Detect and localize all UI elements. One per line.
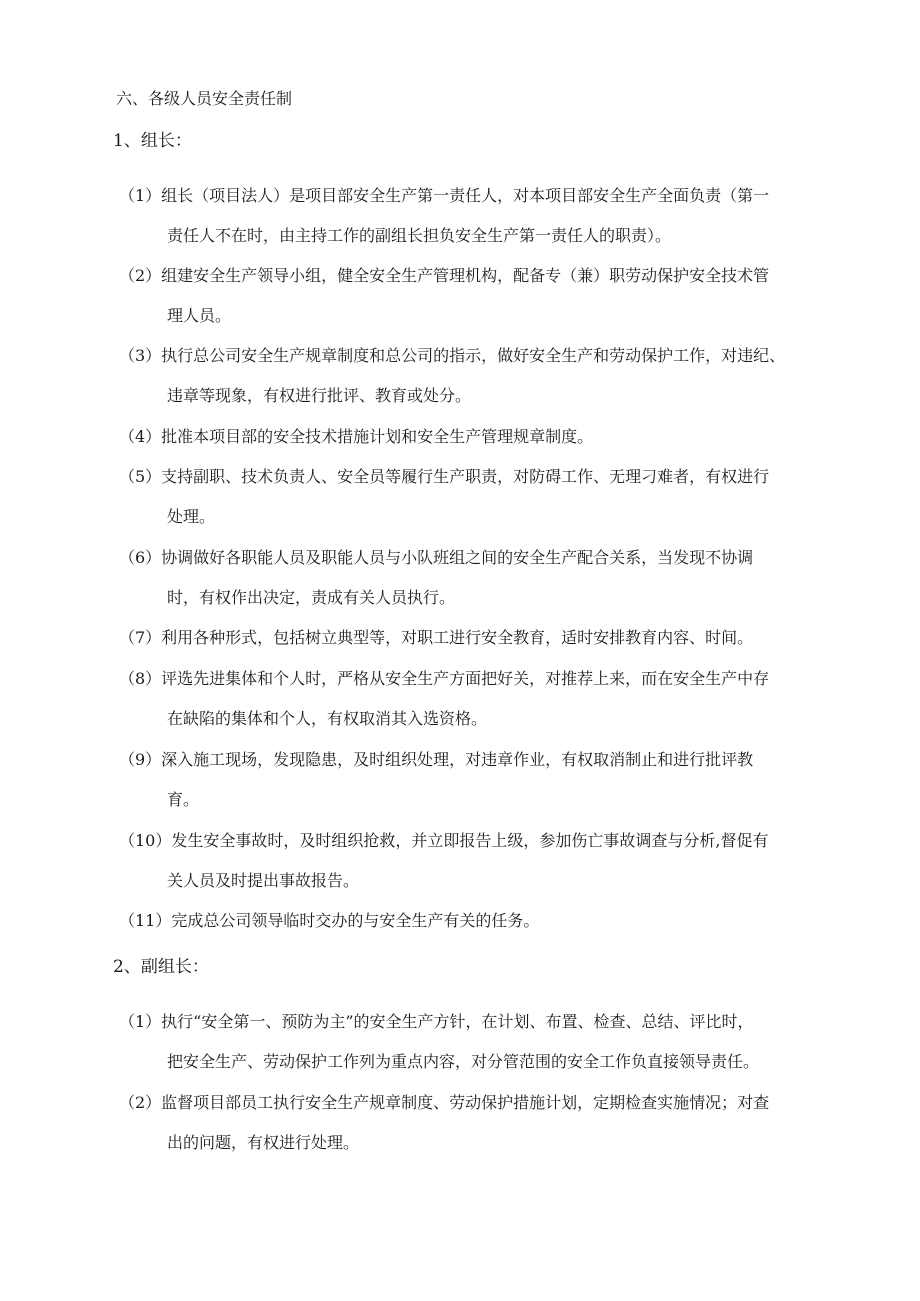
section-title-1: 1、组长： xyxy=(113,131,192,151)
item-line-cont: 理人员。 xyxy=(167,306,232,325)
item-line: （9）深入施工现场，发现隐患，及时组织处理，对违章作业，有权取消制止和进行批评教 xyxy=(119,750,754,769)
item-line-cont: 出的问题，有权进行处理。 xyxy=(167,1133,360,1152)
item-line-cont: 违章等现象，有权进行批评、教育或处分。 xyxy=(167,386,472,405)
item-line: （3）执行总公司安全生产规章制度和总公司的指示，做好安全生产和劳动保护工作，对违纪、 xyxy=(119,346,786,365)
item-line: （5）支持副职、技术负责人、安全员等履行生产职责，对防碍工作、无理刁难者，有权进行 xyxy=(119,467,770,486)
item-line: （2）组建安全生产领导小组，健全安全生产管理机构，配备专（兼）职劳动保护安全技术管 xyxy=(119,266,770,285)
item-line-cont: 把安全生产、劳动保护工作列为重点内容，对分管范围的安全工作负直接领导责任。 xyxy=(167,1052,760,1071)
item-line: （11）完成总公司领导临时交办的与安全生产有关的任务。 xyxy=(119,911,540,930)
item-line-cont: 责任人不在时，由主持工作的副组长担负安全生产第一责任人的职责）。 xyxy=(167,226,672,245)
item-line: （1）执行“安全第一、预防为主”的安全生产方针，在计划、布置、检查、总结、评比时， xyxy=(119,1012,754,1031)
item-line-cont: 时，有权作出决定，责成有关人员执行。 xyxy=(167,588,456,607)
item-line: （8）评选先进集体和个人时，严格从安全生产方面把好关，对推荐上来，而在安全生产中存 xyxy=(119,669,770,688)
document-heading: 六、各级人员安全责任制 xyxy=(116,89,293,108)
item-line: （1）组长（项目法人）是项目部安全生产第一责任人，对本项目部安全生产全面负责（第一 xyxy=(119,186,770,205)
item-line: （4）批准本项目部的安全技术措施计划和安全生产管理规章制度。 xyxy=(119,427,594,446)
item-line: （10）发生安全事故时，及时组织抢救，并立即报告上级，参加伤亡事故调查与分析,督促有 xyxy=(119,831,769,850)
item-line-cont: 处理。 xyxy=(167,507,216,526)
item-line-cont: 关人员及时提出事故报告。 xyxy=(167,871,360,890)
item-line: （6）协调做好各职能人员及职能人员与小队班组之间的安全生产配合关系，当发现不协调 xyxy=(119,548,754,567)
section-title-2: 2、副组长： xyxy=(113,957,209,977)
item-line-cont: 在缺陷的集体和个人，有权取消其入选资格。 xyxy=(167,709,488,728)
item-line: （7）利用各种形式，包括树立典型等，对职工进行安全教育，适时安排教育内容、时间。 xyxy=(119,628,754,647)
item-line-cont: 育。 xyxy=(167,790,200,809)
item-line: （2）监督项目部员工执行安全生产规章制度、劳动保护措施计划，定期检查实施情况；对查 xyxy=(119,1093,770,1112)
